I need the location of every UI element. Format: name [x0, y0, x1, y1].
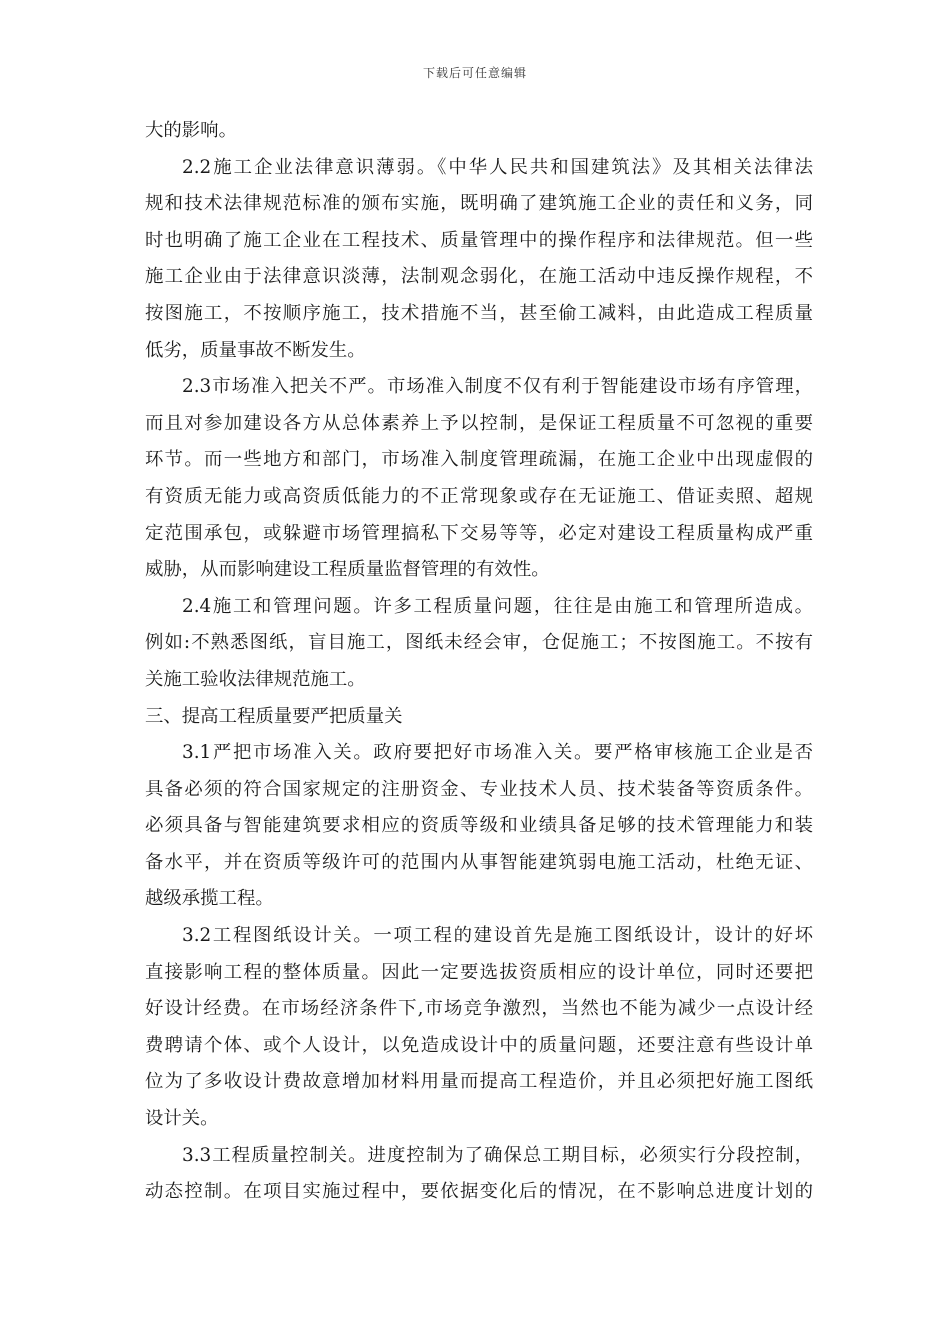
text-line: 而且对参加建设各方从总体素养上予以控制，是保证工程质量不可忽视的重要 [145, 412, 813, 434]
text-line: 越级承揽工程。 [145, 888, 274, 910]
text-line: 具备必须的符合国家规定的注册资金、专业技术人员、技术装备等资质条件。 [145, 778, 813, 800]
text-line: 低劣，质量事故不断发生。 [145, 339, 366, 361]
text-line: 备水平，并在资质等级许可的范围内从事智能建筑弱电施工活动，杜绝无证、 [145, 851, 813, 873]
text-line: 例如:不熟悉图纸，盲目施工，图纸未经会审，仓促施工；不按图施工。不按有 [145, 632, 813, 654]
text-line: 按图施工，不按顺序施工，技术措施不当，甚至偷工减料，由此造成工程质量 [145, 302, 813, 324]
text-line: 有资质无能力或高资质低能力的不正常现象或存在无证施工、借证卖照、超规 [145, 485, 813, 507]
text-line: 规和技术法律规范标准的颁布实施，既明确了建筑施工企业的责任和义务，同 [145, 193, 813, 215]
text-line: 3.1严把市场准入关。政府要把好市场准入关。要严格审核施工企业是否 [182, 742, 813, 764]
text-line: 3.2工程图纸设计关。一项工程的建设首先是施工图纸设计，设计的好坏 [182, 925, 813, 947]
text-line: 好设计经费。在市场经济条件下,市场竞争激烈，当然也不能为减少一点设计经 [145, 998, 813, 1020]
text-line: 三、提高工程质量要严把质量关 [145, 705, 403, 727]
text-line: 动态控制。在项目实施过程中，要依据变化后的情况，在不影响总进度计划的 [145, 1181, 813, 1203]
text-line: 设计关。 [145, 1108, 219, 1130]
text-line: 2.4施工和管理问题。许多工程质量问题，往往是由施工和管理所造成。 [182, 595, 813, 617]
text-line: 威胁，从而影响建设工程质量监督管理的有效性。 [145, 559, 550, 581]
text-line: 位为了多收设计费故意增加材料用量而提高工程造价，并且必须把好施工图纸 [145, 1071, 813, 1093]
text-line: 3.3工程质量控制关。进度控制为了确保总工期目标，必须实行分段控制， [182, 1144, 813, 1166]
text-line: 时也明确了施工企业在工程技术、质量管理中的操作程序和法律规范。但一些 [145, 229, 813, 251]
text-line: 定范围承包，或躲避市场管理搞私下交易等等，必定对建设工程质量构成严重 [145, 522, 813, 544]
text-line: 直接影响工程的整体质量。因此一定要选拔资质相应的设计单位，同时还要把 [145, 961, 813, 983]
text-line: 2.3市场准入把关不严。市场准入制度不仅有利于智能建设市场有序管理， [182, 376, 813, 398]
text-line: 费聘请个体、或个人设计，以免造成设计中的质量问题，还要注意有些设计单 [145, 1034, 813, 1056]
text-line: 大的影响。 [145, 120, 237, 141]
text-line: 2.2施工企业法律意识薄弱。《中华人民共和国建筑法》及其相关法律法 [182, 156, 813, 178]
document-body [145, 113, 813, 1211]
text-line: 环节。而一些地方和部门，市场准入制度管理疏漏，在施工企业中出现虚假的 [145, 449, 813, 471]
text-line: 施工企业由于法律意识淡薄，法制观念弱化，在施工活动中违反操作规程，不 [145, 266, 813, 288]
text-line: 关施工验收法律规范施工。 [145, 668, 366, 690]
text-line: 必须具备与智能建筑要求相应的资质等级和业绩具备足够的技术管理能力和装 [145, 815, 813, 837]
page-header: 下载后可任意编辑 [422, 66, 527, 80]
